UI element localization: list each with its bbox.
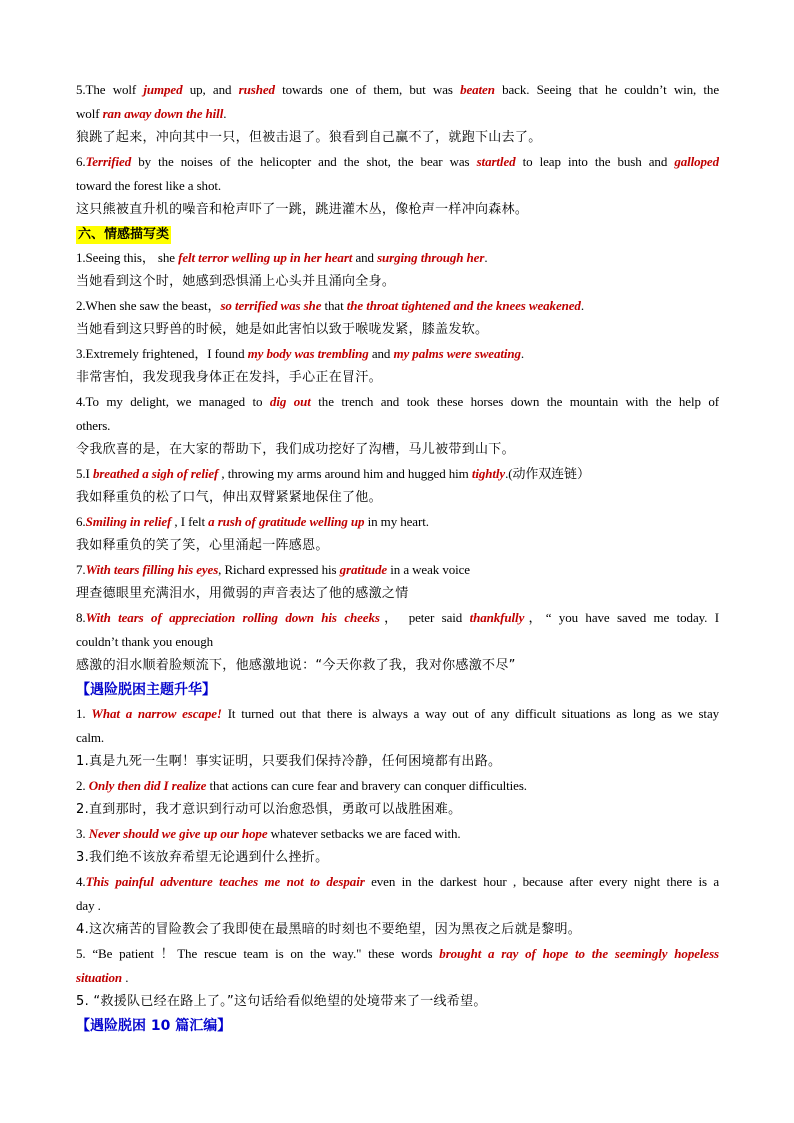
text: to leap into the bush and xyxy=(515,154,675,169)
text: 2.When she saw the beast， xyxy=(76,298,221,313)
highlight-phrase: Terrified xyxy=(85,154,132,169)
text: ， peter said xyxy=(379,610,470,625)
highlight-phrase: rushed xyxy=(238,82,275,97)
t2-en xyxy=(76,774,719,798)
e4-en-line2: others. xyxy=(76,418,111,433)
text: 2. xyxy=(76,778,89,793)
text: and xyxy=(352,250,378,265)
section-heading-row xyxy=(76,222,719,246)
text: 7. xyxy=(76,562,86,577)
text: by the noises of the helicopter and the shot, the bear was xyxy=(131,154,477,169)
text: and xyxy=(368,346,394,361)
text: 5. “Be patient ！The rescue team is on the way." these words xyxy=(76,946,440,961)
text: 5.The wolf xyxy=(76,82,144,97)
t5-zh: 5. “救援队已经在路上了。”这句话给看似绝望的处境带来了一线希望。 xyxy=(76,994,487,1009)
wolf-zh: 狼跳了起来，冲向其中一只，但被击退了。狼看到自己赢不了，就跑下山去了。 xyxy=(76,130,542,145)
e3-zh: 非常害怕，我发现我身体正在发抖，手心正在冒汗。 xyxy=(76,370,382,385)
e7-en xyxy=(76,558,719,582)
t4-zh: 4.这次痛苦的冒险教会了我即使在最黑暗的时刻也不要绝望，因为黑夜之后就是黎明。 xyxy=(76,922,582,937)
e5-zh: 我如释重负的松了口气，伸出双臂紧紧地保住了他。 xyxy=(76,490,382,505)
highlight-phrase: Smiling in relief xyxy=(85,514,172,529)
t2-zh: 2.直到那时，我才意识到行动可以治愈恐惧，勇敢可以战胜困难。 xyxy=(76,802,462,817)
highlight-phrase: so terrified was she xyxy=(220,298,322,313)
text: . xyxy=(580,298,584,313)
highlight-phrase: startled xyxy=(476,154,516,169)
t1-en-line2: calm. xyxy=(76,730,105,745)
theme-heading-row xyxy=(76,678,719,702)
e8-en-line1 xyxy=(76,606,719,630)
t1-en-line1 xyxy=(76,702,719,726)
highlight-phrase: felt terror welling up in her heart xyxy=(178,250,353,265)
e8-zh: 感激的泪水顺着脸颊流下，他感激地说：“今天你救了我，我对你感激不尽” xyxy=(76,658,516,673)
t4-en-line1 xyxy=(76,870,719,894)
text: that xyxy=(321,298,347,313)
text: . xyxy=(223,106,227,121)
t1-zh: 1.真是九死一生啊！事实证明，只要我们保持冷静，任何困境都有出路。 xyxy=(76,754,502,769)
text: even in the darkest hour , because after every night there is a xyxy=(364,874,719,889)
highlight-phrase: Never should we give up our hope xyxy=(88,826,268,841)
text: in a weak voice xyxy=(387,562,470,577)
highlight-phrase: situation xyxy=(76,970,123,985)
text: up, and xyxy=(182,82,239,97)
highlight-phrase: thankfully xyxy=(469,610,525,625)
bear-en-line1 xyxy=(76,150,719,174)
bear-en-line2: toward the forest like a shot. xyxy=(76,178,222,193)
text: . xyxy=(484,250,488,265)
text: .(动作双连链） xyxy=(505,466,590,481)
t4-en-line2: day . xyxy=(76,898,101,913)
text: 6. xyxy=(76,514,86,529)
t5-en-line2 xyxy=(76,966,719,990)
text: wolf xyxy=(76,106,103,121)
highlight-phrase: my palms were sweating xyxy=(393,346,521,361)
highlight-phrase: gratitude xyxy=(339,562,388,577)
text: 1.Seeing this， she xyxy=(76,250,179,265)
highlight-phrase: surging through her xyxy=(377,250,485,265)
t3-en xyxy=(76,822,719,846)
text: . xyxy=(520,346,525,361)
e1-en xyxy=(76,246,719,270)
t3-zh: 3.我们绝不该放弃希望无论遇到什么挫折。 xyxy=(76,850,329,865)
e6-zh: 我如释重负的笑了笑，心里涌起一阵感恩。 xyxy=(76,538,329,553)
highlight-phrase: jumped xyxy=(143,82,183,97)
e6-en xyxy=(76,510,719,534)
highlight-phrase: This painful adventure teaches me not to despair xyxy=(85,874,365,889)
text: whatever setbacks we are faced with. xyxy=(267,826,461,841)
e7-zh: 理查德眼里充满泪水，用微弱的声音表达了他的感激之情 xyxy=(76,586,409,601)
text: 3.Extremely frightened，I found xyxy=(76,346,248,361)
text: 5.I xyxy=(76,466,93,481)
highlight-phrase: the throat tightened and the knees weakened xyxy=(346,298,581,313)
e4-en-line1 xyxy=(76,390,719,414)
e2-en xyxy=(76,294,719,318)
text: ，“ you have saved me today. I xyxy=(524,610,719,625)
highlight-phrase: brought a ray of hope to the seemingly hopeless xyxy=(439,946,719,961)
highlight-phrase: breathed a sigh of relief xyxy=(92,466,219,481)
text: back. Seeing that he couldn’t win, the xyxy=(494,82,719,97)
highlight-phrase: With tears filling his eyes xyxy=(85,562,219,577)
highlight-phrase: beaten xyxy=(460,82,495,97)
highlight-phrase: Only then did I realize xyxy=(88,778,207,793)
text: 1. xyxy=(76,706,92,721)
section-heading: 六、情感描写类 xyxy=(78,227,170,242)
text: 4.To my delight, we managed to xyxy=(76,394,270,409)
text: , Richard expressed his xyxy=(218,562,340,577)
collection-heading-row xyxy=(76,1014,719,1038)
highlight-phrase: dig out xyxy=(269,394,311,409)
text: towards one of them, but was xyxy=(274,82,461,97)
text: 3. xyxy=(76,826,89,841)
highlight-phrase: my body was trembling xyxy=(247,346,369,361)
highlight-phrase: a rush of gratitude welling up xyxy=(208,514,365,529)
e3-en xyxy=(76,342,719,366)
text: that actions can cure fear and bravery can conquer difficulties. xyxy=(206,778,527,793)
e1-zh: 当她看到这个时，她感到恐惧涌上心头并且涌向全身。 xyxy=(76,274,396,289)
highlight-phrase: What a narrow escape! xyxy=(91,706,222,721)
bear-zh: 这只熊被直升机的噪音和枪声吓了一跳，跳进灌木丛，像枪声一样冲向森林。 xyxy=(76,202,529,217)
highlight-phrase: galloped xyxy=(674,154,719,169)
highlight-phrase: With tears of appreciation rolling down his cheeks xyxy=(85,610,380,625)
text: the trench and took these horses down the mountain with the help of xyxy=(310,394,719,409)
text: . xyxy=(122,970,129,985)
e8-en-line2: couldn’t thank you enough xyxy=(76,634,213,649)
e4-zh: 令我欣喜的是，在大家的帮助下，我们成功挖好了沟槽，马儿被带到山下。 xyxy=(76,442,515,457)
theme-heading: 【遇险脱困主题升华】 xyxy=(76,682,216,698)
text: in my heart. xyxy=(364,514,429,529)
t5-en-line1 xyxy=(76,942,719,966)
wolf-en-line1 xyxy=(76,78,719,102)
e2-zh: 当她看到这只野兽的时候，她是如此害怕以致于喉咙发紧，膝盖发软。 xyxy=(76,322,489,337)
highlight-phrase: tightly xyxy=(471,466,506,481)
text: 8. xyxy=(76,610,86,625)
text: 6. xyxy=(76,154,86,169)
e5-en xyxy=(76,462,719,486)
highlight-phrase: ran away down the hill xyxy=(102,106,224,121)
document-page xyxy=(76,78,719,1038)
wolf-en-line2 xyxy=(76,102,719,126)
collection-heading: 【遇险脱困 10 篇汇编】 xyxy=(76,1018,232,1034)
text: , I felt xyxy=(171,514,209,529)
text: , throwing my arms around him and hugged him xyxy=(218,466,472,481)
text: It turned out that there is always a way out of any difficult situations as long as we stay xyxy=(221,706,719,721)
text: 4. xyxy=(76,874,86,889)
